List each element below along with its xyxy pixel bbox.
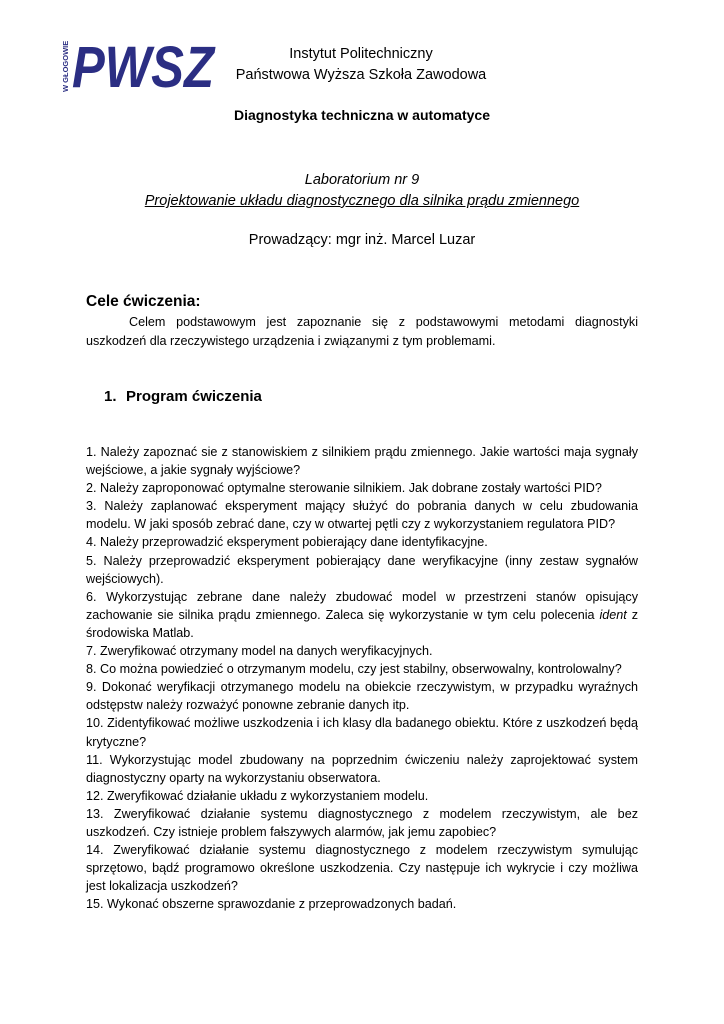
goals-paragraph: Celem podstawowym jest zapoznanie się z podstawowymi metodami diagnostyki uszkodzeń dla rzeczywistego urządzenia i związanymi z tym problemami. <box>86 315 638 348</box>
lab-title-block <box>0 170 724 212</box>
list-item: 12. Zweryfikować działanie układu z wykorzystaniem modelu. <box>86 788 429 803</box>
list-item: 11. Wykorzystując model zbudowany na poprzednim ćwiczeniu należy zaprojektować system diagnostyczny oparty na wykorzystaniu obserwatora. <box>86 752 638 785</box>
logo-wordmark: PWSZ <box>72 35 217 100</box>
program-heading-number: 1. <box>104 388 117 405</box>
program-list <box>86 443 638 913</box>
list-item: 1. Należy zapoznać sie z stanowiskiem z silnikiem prądu zmiennego. Jakie wartości maja sygnały wejściowe, a jakie sygnały wyjściowe? <box>86 445 638 478</box>
list-item: 13. Zweryfikować działanie systemu diagnostycznego z modelem rzeczywistym, ale bez uszkodzeń. Czy istnieje problem fałszywych alarmów, jak jemu zapobiec? <box>86 806 638 839</box>
list-item: 15. Wykonać obszerne sprawozdanie z przeprowadzonych badań. <box>86 897 457 912</box>
list-item: 14. Zweryfikować działanie systemu diagnostycznego z modelem rzeczywistym symulując sprzętowo, bądź programowo określone uszkodzenia. Czy następuje ich wykrycie i czy możliwa jest lokalizacja uszkodzeń? <box>86 843 638 894</box>
pwsz-logo-graphic <box>58 30 217 100</box>
ident-command: ident <box>599 607 627 622</box>
lab-number: Laboratorium nr 9 <box>304 172 420 188</box>
list-item: 4. Należy przeprowadzić eksperyment pobierający dane identyfikacyjne. <box>86 535 488 550</box>
list-item: 5. Należy przeprowadzić eksperyment pobierający dane weryfikacyjne (inny zestaw sygnałów wejściowych). <box>86 553 638 586</box>
list-item: 3. Należy zaplanować eksperyment mający służyć do pobrania danych w celu zbudowania modelu. W jaki sposób zebrać dane, czy w otwartej pętli czy z wykorzystaniem regulatora PID? <box>86 499 638 532</box>
institution-header <box>220 44 502 86</box>
list-item: 7. Zweryfikować otrzymany model na danych weryfikacyjnych. <box>86 644 433 659</box>
lab-topic: Projektowanie układu diagnostycznego dla silnika prądu zmiennego <box>144 193 580 209</box>
course-title: Diagnostyka techniczna w automatyce <box>234 107 490 123</box>
list-item <box>86 588 638 642</box>
school-name: Państwowa Wyższa Szkoła Zawodowa <box>235 67 487 83</box>
list-item: 2. Należy zaproponować optymalne sterowanie silnikiem. Jak dobrane zostały wartości PID? <box>86 481 602 496</box>
logo-side-label: W GŁOGOWIE <box>61 40 70 92</box>
program-heading-text: Program ćwiczenia <box>126 388 262 405</box>
goals-heading: Cele ćwiczenia: <box>86 293 201 310</box>
logo-side-text <box>61 41 70 92</box>
list-item-text: 6. Wykorzystując zebrane dane należy zbudować model w przestrzeni stanów opisujący zachowanie sie silnika prądu zmiennego. Zaleca się wykorzystanie w tym celu polecenia <box>86 589 638 622</box>
list-item: 10. Zidentyfikować możliwe uszkodzenia i ich klasy dla badanego obiektu. Które z uszkodzeń będą krytyczne? <box>86 716 638 749</box>
program-heading <box>104 388 262 405</box>
pwsz-logo <box>58 30 217 100</box>
list-item: 8. Co można powiedzieć o otrzymanym modelu, czy jest stabilny, obserwowalny, kontrolowalny? <box>86 662 622 677</box>
list-item-text: z środowiska Matlab. <box>86 607 638 640</box>
list-item: 9. Dokonać weryfikacji otrzymanego modelu na obiekcie rzeczywistym, w przypadku wyraźnych odstępstw należy rozważyć ponowne zebranie danych itp. <box>86 680 638 713</box>
instructor: Prowadzący: mgr inż. Marcel Luzar <box>248 232 476 248</box>
institute-name: Instytut Politechniczny <box>289 46 433 62</box>
